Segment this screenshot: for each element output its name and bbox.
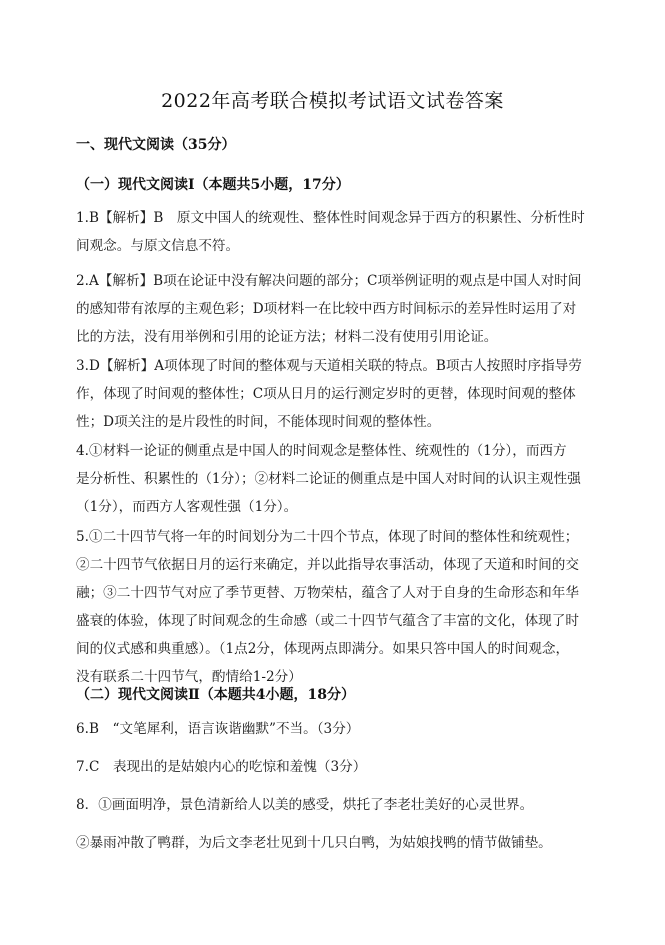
answer-q2: [76, 267, 596, 351]
answer-q8-line: ②暴雨冲散了鸭群，为后文李老壮见到十几只白鸭，为姑娘找鸭的情节做铺垫。: [76, 835, 552, 851]
answer-q8-line: 8．①画面明净，景色清新给人以美的感受，烘托了李老壮美好的心灵世界。: [76, 797, 534, 813]
answer-q5-line: 没有联系二十四节气，酌情给1-2分）: [76, 669, 302, 685]
answer-q1-line: 1.B【解析】B 原文中国人的统观性、整体性时间观念异于西方的积累性、分析性时: [76, 210, 585, 226]
answer-q8-part1: [76, 791, 596, 819]
answer-q5-line: ②二十四节气依据日月的运行来确定，并以此指导农事活动，体现了天道和时间的交: [76, 557, 579, 573]
section-heading-modern-reading: 一、现代文阅读（35分）: [76, 137, 236, 153]
answer-q3-line: 作，体现了时间观的整体性；C项从日月的运行测定岁时的更替，体现时间观的整体: [76, 386, 576, 402]
document-title: 2022年高考联合模拟考试语文试卷答案: [161, 90, 504, 112]
answer-q7: [76, 753, 596, 781]
answer-q5: [76, 523, 596, 691]
answer-q7-line: 7.C 表现出的是姑娘内心的吃惊和羞愧（3分）: [76, 759, 367, 775]
answer-q5-line: 盛衰的体验，体现了时间观念的生命感（或二十四节气蕴含了丰富的文化，体现了时: [76, 613, 579, 629]
answer-q8-part2: [76, 829, 596, 857]
answer-q4: [76, 437, 596, 521]
part2-heading: （二）现代文阅读Ⅱ（本题共4小题，18分）: [76, 687, 356, 703]
answer-q6-line: 6.B “文笔犀利，语言诙谐幽默”不当。（3分）: [76, 721, 360, 737]
answer-q3-line: 性；D项关注的是片段性的时间，不能体现时间观的整体性。: [76, 414, 441, 430]
answer-q5-line: 间的仪式感和典重感）。（1点2分，体现两点即满分。如果只答中国人的时间观念，: [76, 641, 570, 657]
answer-q5-line: 5.①二十四节气将一年的时间划分为二十四个节点，体现了时间的整体性和统观性；: [76, 529, 579, 545]
answer-q2-line: 比的方法，没有用举例和引用的论证方法；材料二没有使用引用论证。: [76, 329, 498, 345]
answer-q4-line: 是分析性、积累性的（1分）；②材料二论证的侧重点是中国人对时间的认识主观性强: [76, 471, 581, 487]
answer-q6: [76, 715, 596, 743]
answer-q3: [76, 352, 596, 436]
answer-q2-line: 的感知带有浓厚的主观色彩；D项材料一在比较中西方时间标示的差异性时运用了对: [76, 301, 577, 317]
answer-q4-line: （1分），而西方人客观性强（1分）。: [76, 499, 298, 515]
answer-q3-line: 3.D【解析】A项体现了时间的整体观与天道相关联的特点。B项古人按照时序指导劳: [76, 358, 582, 374]
part1-heading: （一）现代文阅读Ⅰ（本题共5小题，17分）: [76, 177, 350, 193]
answer-q1-line: 间观念。与原文信息不符。: [76, 238, 240, 254]
answer-q4-line: 4.①材料一论证的侧重点是中国人的时间观念是整体性、统观性的（1分），而西方: [76, 443, 567, 459]
answer-q1: [76, 204, 596, 260]
answer-q2-line: 2.A【解析】B项在论证中没有解决问题的部分；C项举例证明的观点是中国人对时间: [76, 273, 582, 289]
answer-q5-line: 融；③二十四节气对应了季节更替、万物荣枯，蕴含了人对于自身的生命形态和年华: [76, 585, 579, 601]
